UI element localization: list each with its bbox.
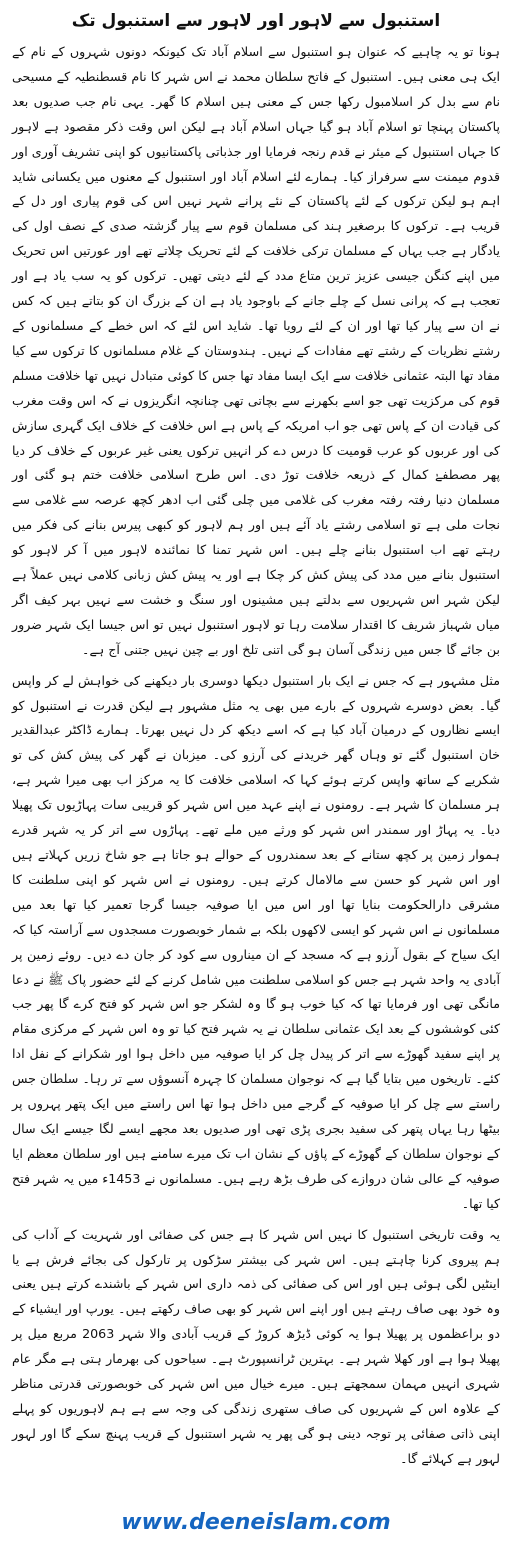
site-url-link[interactable]: www.deeneislam.com [121, 1510, 391, 1535]
article-paragraph-2: مثل مشہور ہے کہ جس نے ایک بار استنبول دیکھا دوسری بار دیکھنے کی خواہش لے کر واپس گیا۔ بعض دوسرے شہروں کے بارے میں بھی یہ مثل مشہور ہے لیکن قدرت نے استنبول کو ایسے نظاروں کے درمیان آباد کیا ہے کہ اسے دیکھ کر دل نہیں بھرتا۔ ہمارے ڈاکٹر عبدالقدیر خان استنبول گئے تو وہاں گھر خریدنے کی آرزو کی۔ میزبان نے گھر کی پیش کش کی تو شکریے کے ساتھ واپس کرتے ہوئے کہا کہ اسلامی خلافت کا یہ مرکز اب بھی میرا شہر ہے، ہر مسلمان کا شہر ہے۔ رومنوں نے اپنے عہد میں اس شہر کو قریبی سات پہاڑیوں تک پھیلا دیا۔ یہ پہاڑ اور سمندر اس شہر کو ورثے میں ملے تھے۔ پہاڑوں سے اتر کر یہ شہر قدرے ہموار زمین پر کچھ ستانے کے بعد سمندروں کے حوالے ہو جاتا ہے جو شاخ زریں کہلاتے ہیں اور اس شہر کو حسن سے مالامال کرتے ہیں۔ رومنوں نے اس شہر کو اپنی سلطنت کا مشرقی دارالحکومت بنایا تھا اور اس میں ایا صوفیہ جیسا گرجا تعمیر کیا تھا بعد میں مسلمانوں نے اس شہر کو ایسی لاکھوں بلکہ بے شمار خوبصورت مسجدوں سے آراستہ کیا کہ ایک سیاح کے بقول آرزو ہے کہ مسجد کے ان میناروں سے کود کر جان دے دیں۔ روئے زمین پر آبادی یہ واحد شہر ہے جس کو اسلامی سلطنت میں شامل کرنے کے لئے حضور پاک ﷺ نے دعا مانگی تھی اور فرمایا تھا کہ کیا خوب ہو گا وہ لشکر جو اس شہر کو فتح کرے گا پھر جب کئی کوششوں کے بعد ایک عثمانی سلطان نے یہ شہر فتح کیا تو وہ اس شہر کے مرکزی مقام پر اپنے سفید گھوڑے سے اتر کر پیدل چل کر ایا صوفیہ میں داخل ہوا اور شکرانے کے نفل ادا کئے۔ تاریخوں میں بتایا گیا ہے کہ نوجوان مسلمان کا چہرہ آنسوؤں سے تر رہا۔ سلطان جس راستے سے چل کر ایا صوفیہ کے گرجے میں داخل ہوا تھا اس راستے میں ایک پتھر پہروں پر بیٹھا رہا یہاں پتھر کی سفید بجری پڑی تھی اور صدیوں بعد مجھے ایسے لگا جیسے ایک سال کے نوجوان سلطان کے گھوڑے کے پاؤں کے نشان اب تک میرے سامنے ہیں اور سلطان معظم ایا صوفیہ کے عالی شان دروازے کی طرف بڑھ رہے ہیں۔ مسلمانوں نے 1453ء میں یہ شہر فتح کیا تھا۔ [12, 672, 500, 1211]
article-body [12, 40, 500, 1472]
article-title: استنبول سے لاہور اور لاہور سے استنبول تک [71, 11, 441, 31]
article-paragraph-3: یہ وقت تاریخی استنبول کا نہیں اس شہر کا ہے جس کی صفائی اور شہریت کے آداب کی ہم پیروی کرنا چاہتے ہیں۔ اس شہر کی بیشتر سڑکوں پر تارکول کی بجائے فرش ہے یا اینٹیں لگی ہوئی ہیں اور اس کی صفائی کی ذمہ داری اس شہر کے باشندے کرتے ہیں یعنی وہ خود بھی صاف رہتے ہیں اور اپنے اس شہر کو بھی صاف رکھتے ہیں۔ یورپ اور ایشیاء کے دو براعظموں پر پھیلا ہوا یہ کوئی ڈیڑھ کروڑ کے قریب آبادی والا شہر 2063 مربع میل پر پھیلا ہوا ہے اور کھلا شہر ہے۔ بہترین ٹرانسپورٹ ہے۔ سیاحوں کی بھرمار ہتی ہے مگر عام شہری انہیں مہمان سمجھتے ہیں۔ میرے خیال میں اس شہر کی خوبصورتی قدرتی مناظر کے علاوہ اس کے شہریوں کی صاف ستھری زندگی کی وجہ سے ہے ہم لاہوریوں کو پہلے اپنی ذاتی صفائی پر توجہ دینی ہو گی پھر یہ شہر استنبول کے قریب پہنچ سکے گا اور لہور لہور ہے کہلائے گا۔ [12, 1226, 500, 1466]
article-paragraph-1: ہونا تو یہ چاہیے کہ عنوان ہو استنبول سے اسلام آباد تک کیونکہ دونوں شہروں کے نام کے ایک ہی معنی ہیں۔ استنبول کے فاتح سلطان محمد نے اس شہر کا نام قسطنطیہ کے مسیحی نام سے بدل کر اسلامبول رکھا جس کے معنی ہیں اسلام کا گھر۔ یہی نام جب صدیوں بعد پاکستان پہنچا تو اسلام آباد ہو گیا جہاں اسلام آباد ہے لیکن اس وقت ذکر مقصود ہے لاہور کا جہاں استنبول کے میئر نے قدم رنجہ فرمایا اور جذباتی پاکستانیوں کو اپنی تشریف آوری اور قدوم میمنت سے سرفراز کیا۔ ہمارے لئے اسلام آباد اور استنبول کے معنوں میں یکسانی شاید اہم ہو لیکن ترکوں کے لئے پاکستان کے نئے پرانے شہر نہیں اس کی قوم پیاری اور دل کے قریب ہے۔ ترکوں کا برصغیر ہند کی مسلمان قوم سے پیار گزشتہ صدی کے نصف اول کی یادگار ہے جب یہاں کے مسلمان ترکی خلافت کے لئے تحریک چلاتے تھے اور عورتیں اس تحریک میں اپنے کنگن جیسی عزیز ترین متاع مدد کے لئے دیتی تھیں۔ ترکوں کو یہ سب یاد ہے اور تعجب ہے کہ پرانی نسل کے چلے جانے کے باوجود یاد ہے ان کے بزرگ ان کو بتاتے ہیں کہ کس نے ان سے پیار کیا تھا اور ان کے لئے رویا تھا۔ شاید اس لئے کہ اس خطے کے مسلمانوں کے رشتے نظریات کے رشتے تھے مفادات کے نہیں۔ ہندوستان کے غلام مسلمانوں کا ترکوں سے کیا مفاد تھا البتہ عثمانی خلافت سے ایک ایسا مفاد تھا جس کا کوئی متبادل نہیں تھا خلافت مسلم قوم کی مرکزیت تھی جو اسے بکھرنے سے بچاتی تھی چنانچہ انگریزوں نے کہ اس وقت مغرب کی قیادت ان کے پاس تھی جو اب امریکہ کے پاس ہے اس خلافت کے خلاف ایک گہری سازش کی اور عربوں کو عرب قومیت کا درس دے کر انہیں ترکوں یعنی غیر عربوں کے خلاف کر دیا پھر مصطفےٰ کمال کے ذریعہ خلافت توڑ دی۔ اس طرح اسلامی خلافت ختم ہو گئی اور مسلمان دنیا رفتہ رفتہ مغرب کی غلامی میں چلی گئی اب ادھر کچھ عرصہ سے غلامی سے نجات ملی ہے تو اسلامی رشتے یاد آئے ہیں اور ہم لاہور کو کبھی پیرس بنانے کی فکر میں رہتے تھے اب استنبول بنانے چلے ہیں۔ اس شہر تمنا کا نمائندہ لاہور میں آ کر لاہور کو استنبول بنانے میں مدد کی پیش کش کر چکا ہے اور یہ پیش کش زبانی کلامی نہیں عملاً ہے لیکن شہر اس شہریوں سے بدلتے ہیں مشینوں اور سنگ و خشت سے نہیں بہر کیف اگر میاں شہباز شریف کا اقتدار سلامت رہا تو لاہور استنبول نہیں تو اس جیسا ایک شہر ضرور بن جائے گا جس میں زندگی آسان ہو گی اتنی تلخ اور بے چین نہیں جتنی آج ہے۔ [12, 44, 500, 657]
